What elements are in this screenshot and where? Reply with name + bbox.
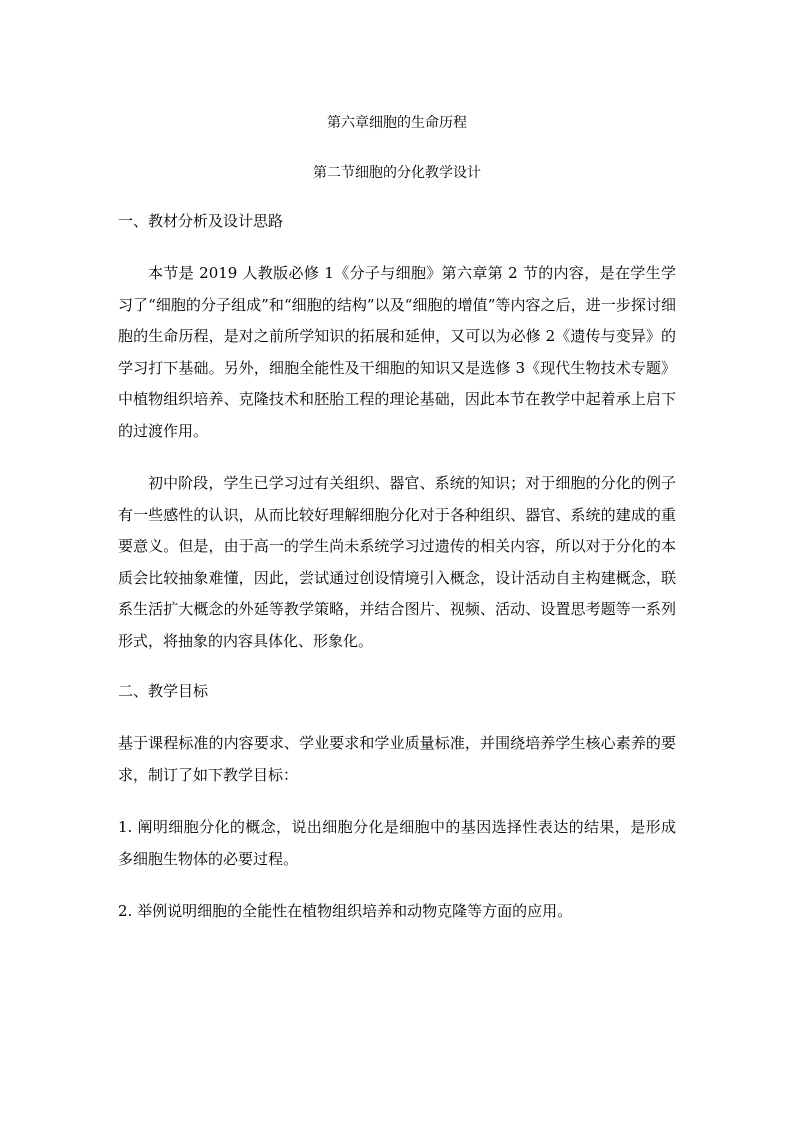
paragraph-textbook-analysis: 本节是 2019 人教版必修 1《分子与细胞》第六章第 2 节的内容，是在学生学习了“细胞的分子组成”和“细胞的结构”以及“细胞的增值”等内容之后，进一步探讨细胞的生命历程，是对之前所学知识的拓展和延伸，又可以为必修 2《遗传与变异》的学习打下基础。另外，细胞全能性及干细胞的知识又是选修 3《现代生物技术专题》中植物组织培养、克隆技术和胚胎工程的理论基础，因此本节在教学中起着承上启下的过渡作用。 <box>118 264 676 440</box>
section-heading-analysis: 一、教材分析及设计思路 <box>118 212 284 230</box>
objective-item-2: 2. 举例说明细胞的全能性在植物组织培养和动物克隆等方面的应用。 <box>118 902 573 920</box>
paragraph-objectives-intro: 基于课程标准的内容要求、学业要求和学业质量标准，并围绕培养学生核心素养的要求，制订了如下教学目标： <box>118 734 676 784</box>
document-body <box>118 110 676 949</box>
section-title: 第二节细胞的分化教学设计 <box>313 165 481 181</box>
paragraph-design-approach: 初中阶段，学生已学习过有关组织、器官、系统的知识；对于细胞的分化的例子有一些感性的认识，从而比较好理解细胞分化对于各种组织、器官、系统的建成的重要意义。但是，由于高一的学生尚未系统学习过遗传的相关内容，所以对于分化的本质会比较抽象难懂，因此，尝试通过创设情境引入概念，设计活动自主构建概念，联系生活扩大概念的外延等教学策略，并结合图片、视频、活动、设置思考题等一系列形式，将抽象的内容具体化、形象化。 <box>118 474 676 650</box>
chapter-title: 第六章细胞的生命历程 <box>327 115 467 131</box>
section-heading-objectives: 二、教学目标 <box>118 682 209 700</box>
objective-item-1: 1. 阐明细胞分化的概念，说出细胞分化是细胞中的基因选择性表达的结果，是形成多细胞生物体的必要过程。 <box>118 818 676 868</box>
